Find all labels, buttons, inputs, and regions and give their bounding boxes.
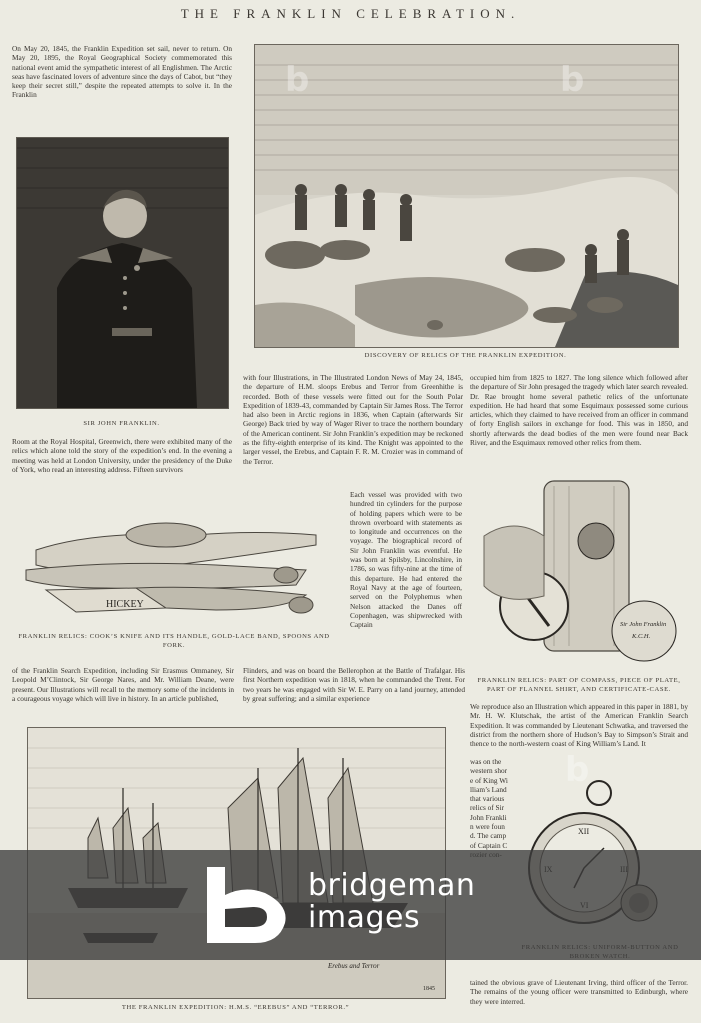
spoon-stamp: HICKEY [106,599,144,610]
svg-text:XII: XII [578,827,590,836]
portrait-caption: SIR JOHN FRANKLIN. [83,420,160,427]
right-narrow-paragraph: was on the western shore of King William’s Land that various relics of Sir John Franklin were found. The camp of Captain C [470,757,508,850]
plate-inscription-2: K.C.H. [632,633,651,640]
right-top-paragraph: occupied him from 1825 to 1827. The long silence which followed after the departure of Sir John presaged the tragedy which later search revealed. Dr. Rae brought home several pathetic relics of the unfortunate expedition. He had heard that some Esquimaux possessed some curious articles, which they claimed to have received from an officer in command of forty English sailors in exchange for food. This was in 1850, and shortly afterwards the dead bodies of the men were found near Back River, and the Esquimaux removed other relics from them. [470,373,688,448]
compass-caption: FRANKLIN RELICS: PART OF COMPASS, PIECE OF PLATE, PART OF FLANNEL SHIRT, AND CERTIFICATE-CASE. [477,677,681,693]
watermark-b-mark: b [565,750,590,790]
watermark-text [308,870,475,934]
right-middle-paragraph: We reproduce also an Illustration which appeared in this paper in 1881, by Mr. H. W. Klutschak, the artist of the American Franklin Search Expedition. It was commanded by Lieutenant Schwatka, and traversed the district from the northern shore of Hudson’s Bay to Simpson’s Strait and thence to the north-western coast of King William’s Land. It [470,702,688,749]
watermark-line-2: images [308,900,421,935]
discovery-caption: DISCOVERY OF RELICS OF THE FRANKLIN EXPEDITION. [364,352,567,359]
knife-illustration [16,510,332,628]
portrait-illustration [16,137,229,409]
room-paragraph: Room at the Royal Hospital, Greenwich, there were exhibited many of the relics which alone told the story of the expedition’s end. In the evening a meeting was held at London University, under the presidency of the Duke of York, who read an interesting address. Fifteen survivors [12,437,232,474]
right-bottom-paragraph: tained the obvious grave of Lieutenant Irving, third officer of the Terror. The remains of the young officer were transmitted to Edinburgh, where they were interred. [470,978,688,1006]
ship-note: Erebus and Terror [328,962,380,970]
knife-caption: FRANKLIN RELICS: COOK’S KNIFE AND ITS HANDLE, GOLD-LACE BAND, SPOONS AND FORK. [18,633,330,649]
watermark-b-mark: b [285,60,310,100]
artist-date: 1845 [423,986,435,992]
page-title: THE FRANKLIN CELEBRATION. [180,6,521,21]
middle-column-paragraph: Each vessel was provided with two hundred tin cylinders for the purpose of holding papers which were to be thrown overboard with statements as to longitude and occurrences on the voyage. The biographical record of Sir John Franklin was eventful. He was born at Spilsby, Lincolnshire, in 1786, so was fifty-nine at the time of this departure. He had entered the Royal Navy at the age of fourteen, served on the Polyphemus when Nelson attacked the Danes off Copenhagen, was shipwrecked with Captain [350,490,462,630]
watermark-line-1: bridgeman [308,868,476,903]
middle-bottom-paragraph: Flinders, and was on board the Bellerophon at the Battle of Trafalgar. His first Northern expedition was in 1818, when he commanded the Trent. For two years he was engaged with Sir W. E. Parry on a land journey, attended by great suffering; and a similar experience [243,666,465,703]
discovery-illustration [254,44,679,348]
plate-inscription: Sir John Franklin [620,621,667,628]
middle-top-paragraph: with four Illustrations, in The Illustrated London News of May 24, 1845, the departure of H.M. sloops Erebus and Terror from Greenhithe is recorded. Both of these vessels were fitted out for the South Polar Expedition of 1839-43, commanded by Captain Sir James Ross. The Terror had also been in Arctic regions in 1836, when Captain (afterwards Sir George) Back tried by way of Wager River to trace the northern boundary of the American continent. Sir John Franklin’s expedition may be reckoned as the fifty-eighth enterprise of its kind. The Knight was appointed to the larger vessel, the Erebus, and Captain F. R. M. Crozier was in command of the Terror. [243,373,463,466]
compass-illustration [474,476,684,671]
intro-paragraph: On May 20, 1845, the Franklin Expedition set sail, never to return. On May 20, 1895, the Royal Geographical Society commemorated this national event amid the sympathetic interest of all Englishmen. The Arctic seas have fascinated lovers of adventure since the days of Cabot, but “they keep their secret still,” despite the repeated attempts to solve it. In the Franklin [12,44,232,100]
watermark-b-mark: b [560,60,585,100]
search-paragraph: of the Franklin Search Expedition, including Sir Erasmus Ommaney, Sir Leopold M’Clintock, Sir George Nares, and Mr. William Deane, were present. Our Illustrations will recall to the memory some of the incidents in a courageous voyage which will live in history. In an article published, [12,666,234,703]
bridgeman-logo-icon [205,865,293,950]
ships-caption: THE FRANKLIN EXPEDITION: H.M.S. “EREBUS” AND “TERROR.” [121,1004,350,1011]
